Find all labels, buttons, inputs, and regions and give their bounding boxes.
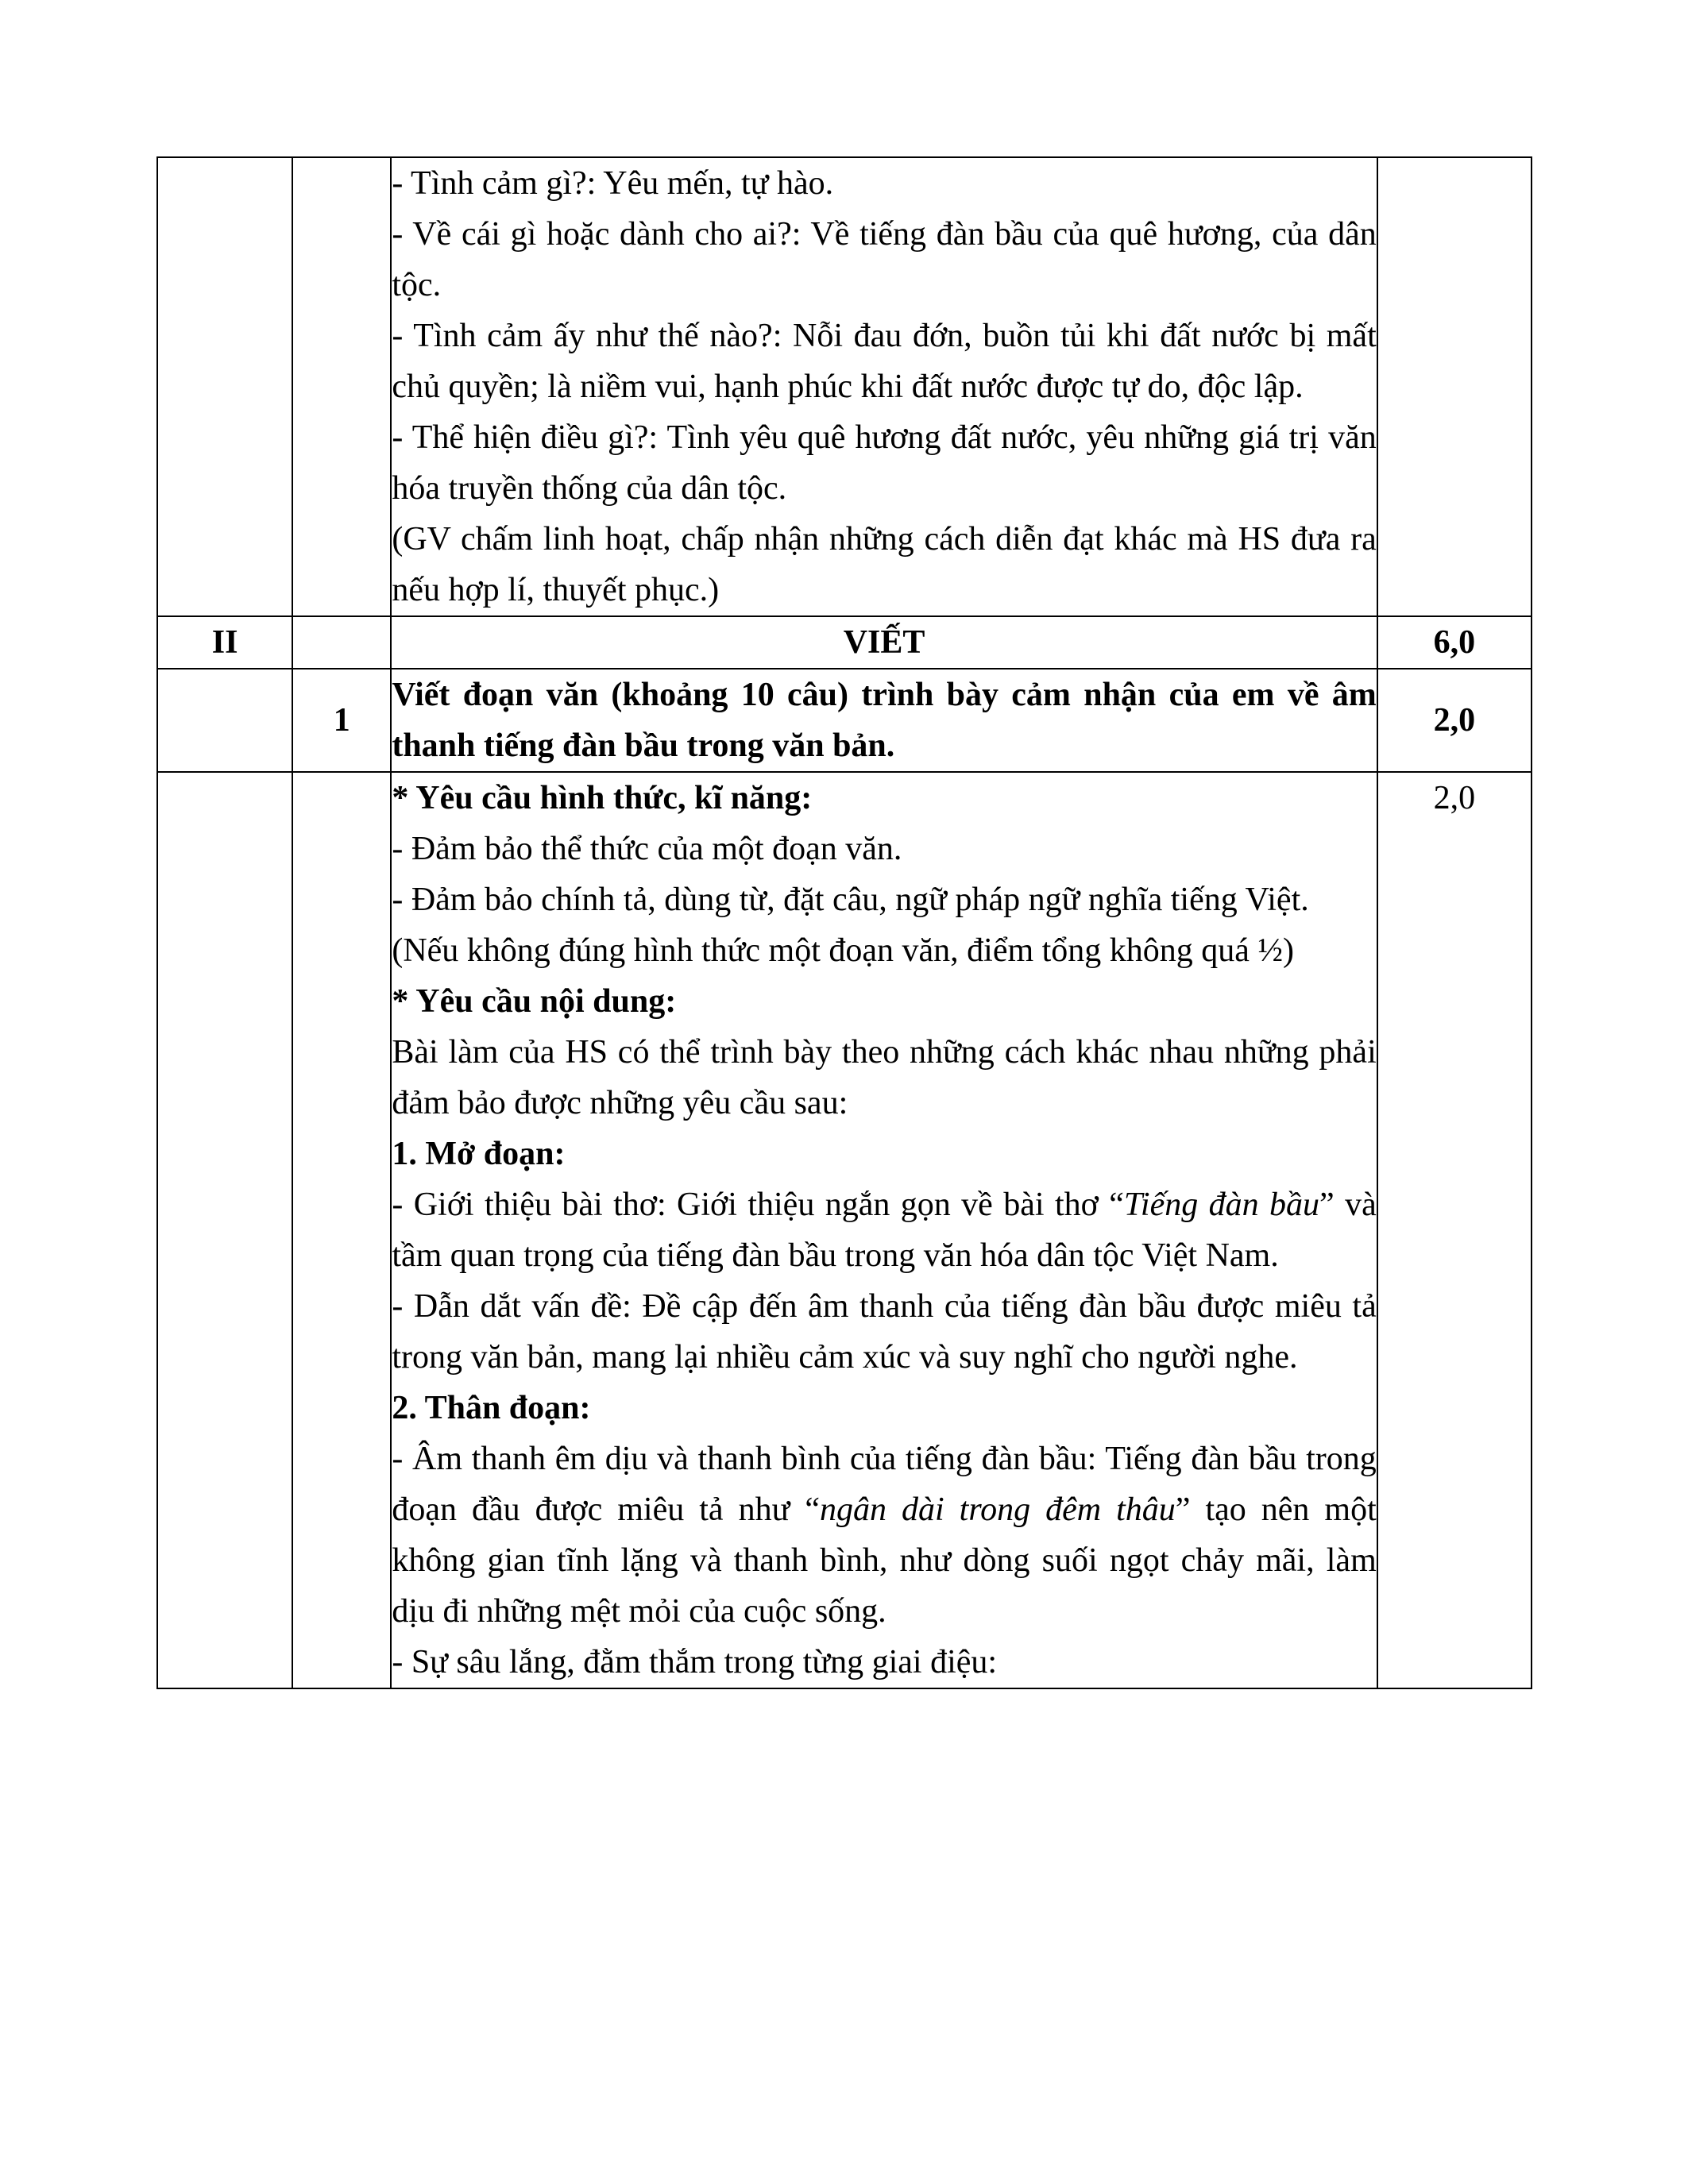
table-row-continuation — [157, 157, 1532, 616]
opening-heading: 1. Mở đoạn: — [392, 1136, 566, 1172]
form-requirement-line: (Nếu không đúng hình thức một đoạn văn, điểm tổng không quá ½) — [392, 932, 1294, 969]
answer-content-cell — [391, 772, 1377, 1688]
form-requirement-line: - Đảm bảo thể thức của một đoạn văn. — [392, 831, 902, 867]
answer-score: 2,0 — [1377, 772, 1532, 1688]
opening-point: - Dẫn dắt vấn đề: Đề cập đến âm thanh của tiếng đàn bầu được miêu tả trong văn bản, mang lại nhiều cảm xúc và suy nghĩ cho người nghe. — [392, 1288, 1377, 1376]
body-point: - Sự sâu lắng, đằm thắm trong từng giai điệu: — [392, 1644, 998, 1680]
question-number-cell — [292, 157, 391, 616]
continuation-line: - Tình cảm ấy như thế nào?: Nỗi đau đớn, buồn tủi khi đất nước bị mất chủ quyền; là niềm vui, hạnh phúc khi đất nước được tự do, độc lập. — [392, 318, 1377, 405]
content-requirements-heading: * Yêu cầu nội dung: — [392, 983, 677, 1020]
opening-point-text: ” và tầm quan trọng của tiếng đàn bầu trong văn hóa dân tộc Việt Nam. — [392, 1187, 1377, 1274]
body-point — [392, 1433, 1376, 1637]
table-row-section-header — [157, 616, 1532, 669]
continuation-line: - Về cái gì hoặc dành cho ai?: Về tiếng đàn bầu của quê hương, của dân tộc. — [392, 216, 1377, 303]
score-cell — [1377, 157, 1532, 616]
section-roman-numeral: II — [157, 616, 292, 669]
opening-point — [392, 1179, 1376, 1281]
question-number-cell — [292, 616, 391, 669]
question-number-cell — [292, 772, 391, 1688]
continuation-line: - Thể hiện điều gì?: Tình yêu quê hương đất nước, yêu những giá trị văn hóa truyền thống của dân tộc. — [392, 419, 1377, 507]
continuation-line: (GV chấm linh hoạt, chấp nhận những cách diễn đạt khác mà HS đưa ra nếu hợp lí, thuyết phục.) — [392, 521, 1377, 608]
opening-point-text: - Giới thiệu bài thơ: Giới thiệu ngắn gọn về bài thơ “ — [392, 1187, 1124, 1223]
grading-table — [156, 156, 1532, 1689]
content-intro: Bài làm của HS có thể trình bày theo những cách khác nhau những phải đảm bảo được những yêu cầu sau: — [392, 1034, 1377, 1121]
continuation-line: - Tình cảm gì?: Yêu mến, tự hào. — [392, 165, 834, 202]
poem-title: Tiếng đàn bầu — [1123, 1187, 1320, 1223]
form-requirement-line: - Đảm bảo chính tả, dùng từ, đặt câu, ngữ pháp ngữ nghĩa tiếng Việt. — [392, 882, 1309, 918]
question-number: 1 — [292, 669, 391, 772]
table-row-question — [157, 669, 1532, 772]
question-prompt: Viết đoạn văn (khoảng 10 câu) trình bày cảm nhận của em về âm thanh tiếng đàn bầu trong văn bản. — [391, 669, 1377, 772]
section-cell — [157, 157, 292, 616]
poem-quote: ngân dài trong đêm thâu — [819, 1491, 1176, 1528]
body-heading: 2. Thân đoạn: — [392, 1390, 591, 1426]
section-cell — [157, 669, 292, 772]
section-score: 6,0 — [1377, 616, 1532, 669]
form-requirements-heading: * Yêu cầu hình thức, kĩ năng: — [392, 780, 813, 816]
section-cell — [157, 772, 292, 1688]
question-score: 2,0 — [1377, 669, 1532, 772]
answer-content-cell — [391, 157, 1377, 616]
body-point-text: - Âm thanh êm dịu và thanh bình của tiếng đàn bầu: Tiếng đàn bầu trong đoạn đầu được miêu tả như “ — [392, 1441, 1377, 1528]
body-point-text: ” tạo nên một không gian tĩnh lặng và thanh bình, như dòng suối ngọt chảy mãi, làm dịu đi những mệt mỏi của cuộc sống. — [392, 1491, 1377, 1630]
document-page — [156, 156, 1532, 1689]
section-title: VIẾT — [391, 616, 1377, 669]
table-row-answer — [157, 772, 1532, 1688]
